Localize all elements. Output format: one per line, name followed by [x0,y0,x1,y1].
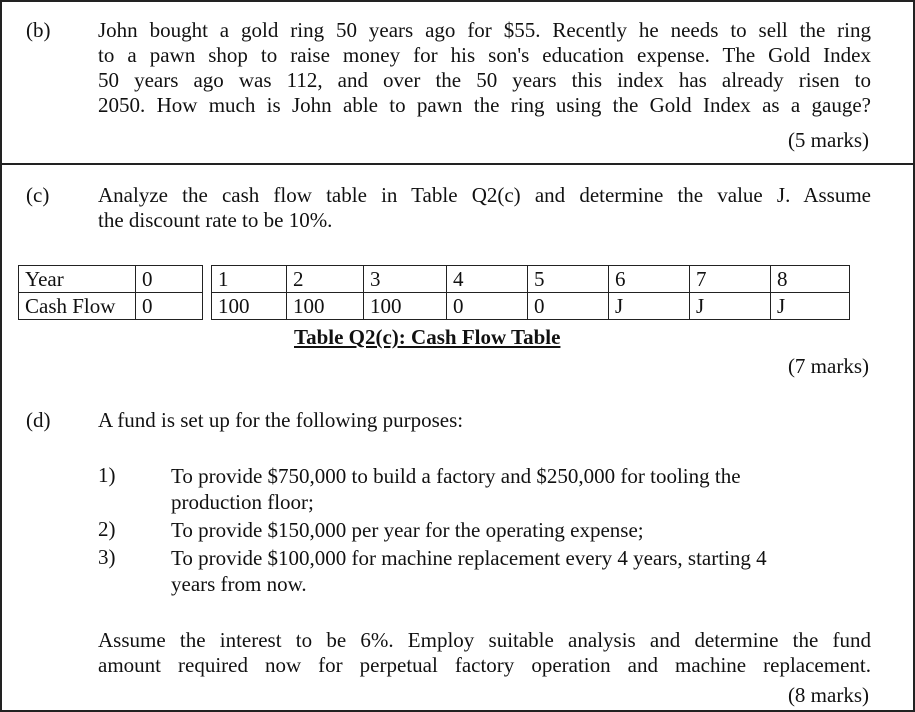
row-header-cash-flow: Cash Flow [19,293,136,320]
cash-flow-cell: J [690,293,771,320]
part-c-marks: (7 marks) [787,354,869,378]
cash-flow-cell: 0 [447,293,528,320]
part-d-marks: (8 marks) [787,683,869,707]
list-item [171,545,871,597]
year-cell: 5 [528,266,609,293]
part-d-closing [98,628,871,678]
list-item-line: To provide $150,000 per year for the operating expense; [171,518,644,542]
table-caption: Table Q2(c): Cash Flow Table [294,325,561,349]
part-b-line: to a pawn shop to raise money for his son's education expense. The Gold Index [98,43,871,67]
row-header-year: Year [19,266,136,293]
cash-flow-cell: 0 [136,293,203,320]
part-d-intro: A fund is set up for the following purposes: [98,408,464,432]
cash-flow-table [18,265,850,320]
table-row-cash-flow [19,293,850,320]
list-item [171,517,871,543]
list-number: 2) [98,517,116,541]
table-row-year [19,266,850,293]
year-cell: 3 [364,266,447,293]
part-c-label: (c) [26,183,50,207]
list-item-line: production floor; [171,490,314,514]
part-d-label: (d) [26,408,51,432]
part-b-line: John bought a gold ring 50 years ago for $55. Recently he needs to sell the ring [98,18,871,42]
part-b-label: (b) [26,18,51,42]
year-cell: 1 [212,266,287,293]
cash-flow-cell: 100 [287,293,364,320]
cash-flow-cell: 100 [212,293,287,320]
cash-flow-cell: 0 [528,293,609,320]
year-cell: 6 [609,266,690,293]
list-number: 3) [98,545,116,569]
part-b-marks: (5 marks) [787,128,869,152]
part-d-closing-line: Assume the interest to be 6%. Employ suitable analysis and determine the fund [98,628,871,652]
part-c-line: Analyze the cash flow table in Table Q2(c) and determine the value J. Assume [98,183,871,207]
year-cell: 4 [447,266,528,293]
part-b-line: 50 years ago was 112, and over the 50 years this index has already risen to [98,68,871,92]
cash-flow-cell: J [609,293,690,320]
cash-flow-cell: 100 [364,293,447,320]
year-cell: 8 [771,266,850,293]
list-item-line: To provide $100,000 for machine replacement every 4 years, starting 4 [171,546,767,570]
part-b-text [98,18,871,118]
list-item-line: To provide $750,000 to build a factory and $250,000 for tooling the [171,464,741,488]
part-b-line: 2050. How much is John able to pawn the ring using the Gold Index as a gauge? [98,93,871,117]
section-divider [2,163,913,165]
part-c-text [98,183,871,233]
year-cell: 7 [690,266,771,293]
list-item-line: years from now. [171,572,307,596]
list-number: 1) [98,463,116,487]
part-c-line: the discount rate to be 10%. [98,208,333,232]
list-item [171,463,871,515]
cash-flow-cell: J [771,293,850,320]
year-cell: 2 [287,266,364,293]
part-d-closing-line: amount required now for perpetual factory operation and machine replacement. [98,653,871,677]
year-cell: 0 [136,266,203,293]
